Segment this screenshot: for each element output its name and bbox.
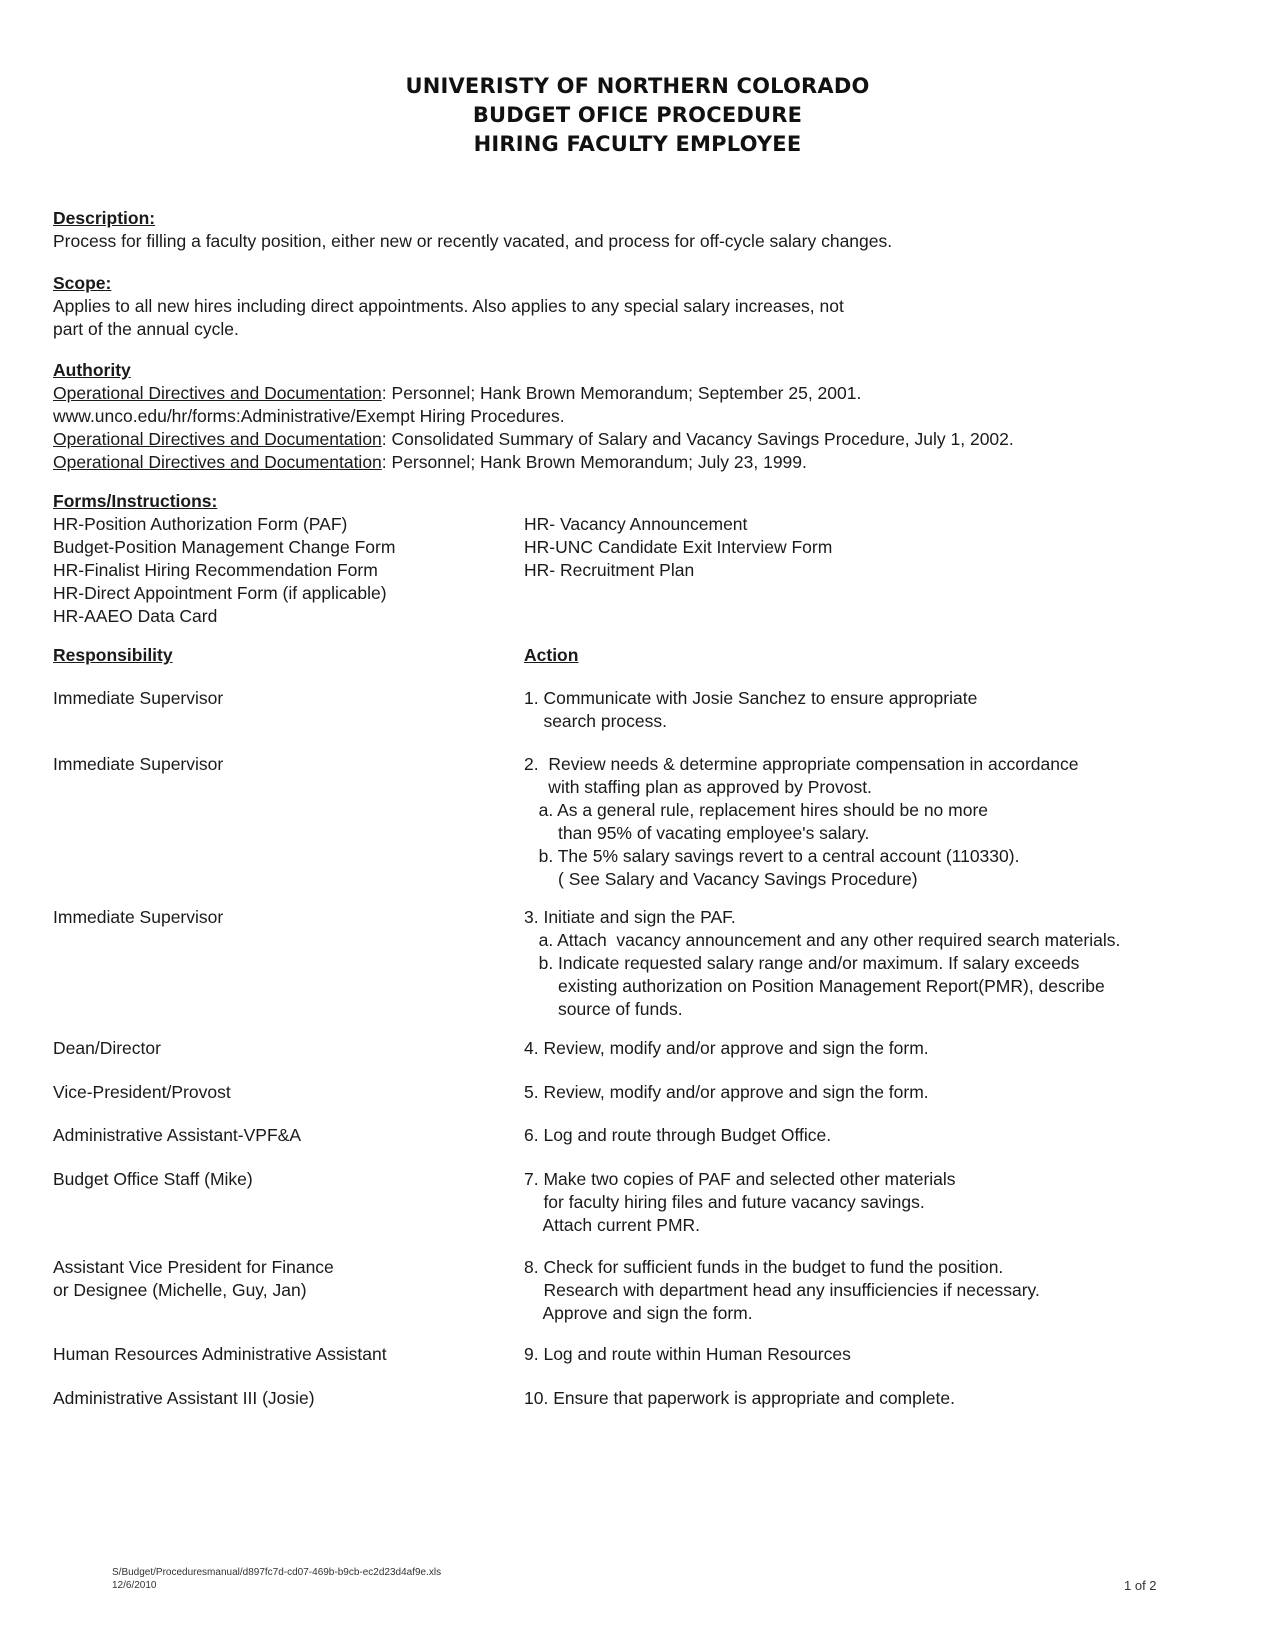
action-text: search process. — [524, 711, 667, 731]
action-text: 2. Review needs & determine appropriate compensation in accordance — [524, 754, 1079, 774]
footer-date: 12/6/2010 — [112, 1580, 157, 1591]
title-line-1: UNIVERISTY OF NORTHERN COLORADO — [405, 74, 870, 98]
forms-heading: Forms/Instructions: — [53, 491, 218, 511]
page-number: 1 of 2 — [1124, 1578, 1157, 1593]
responsibility-text: Budget Office Staff (Mike) — [53, 1169, 253, 1189]
authority-link: Operational Directives and Documentation — [53, 452, 382, 472]
action-text: than 95% of vacating employee's salary. — [524, 823, 870, 843]
action-text: 4. Review, modify and/or approve and sign the form. — [524, 1038, 929, 1058]
action-text: 3. Initiate and sign the PAF. — [524, 907, 736, 927]
action-text: existing authorization on Position Management Report(PMR), describe — [524, 976, 1105, 996]
action-cell — [524, 1124, 831, 1147]
action-header — [524, 644, 578, 667]
responsibility-text: Immediate Supervisor — [53, 754, 224, 774]
title-line-3: HIRING FACULTY EMPLOYEE — [473, 132, 802, 156]
action-text: b. The 5% salary savings revert to a central account (110330). — [524, 846, 1020, 866]
action-text: 7. Make two copies of PAF and selected other materials — [524, 1169, 956, 1189]
responsibility-text: Dean/Director — [53, 1038, 161, 1058]
responsibility-text: Administrative Assistant-VPF&A — [53, 1125, 301, 1145]
responsibility-cell — [53, 1124, 301, 1147]
action-cell — [524, 1168, 956, 1237]
responsibility-cell — [53, 687, 223, 710]
responsibility-cell — [53, 1387, 315, 1410]
responsibility-text: or Designee (Michelle, Guy, Jan) — [53, 1280, 307, 1300]
authority-text: : Personnel; Hank Brown Memorandum; July 23, 1999. — [381, 452, 807, 472]
authority-item — [53, 451, 1014, 474]
scope-section — [53, 272, 844, 341]
scope-text-line: part of the annual cycle. — [53, 319, 239, 339]
description-section — [53, 207, 892, 253]
action-cell — [524, 1081, 929, 1104]
action-cell — [524, 906, 1120, 1021]
responsibility-text: Administrative Assistant III (Josie) — [53, 1388, 315, 1408]
authority-item — [53, 428, 1014, 451]
form-item: HR-Direct Appointment Form (if applicable) — [53, 583, 387, 603]
responsibility-header-label: Responsibility — [53, 645, 173, 665]
responsibility-text: Human Resources Administrative Assistant — [53, 1344, 387, 1364]
action-text: 1. Communicate with Josie Sanchez to ensure appropriate — [524, 688, 978, 708]
action-header-label: Action — [524, 645, 579, 665]
responsibility-cell — [53, 1256, 334, 1302]
authority-link: Operational Directives and Documentation — [53, 383, 382, 403]
form-item: HR-AAEO Data Card — [53, 606, 218, 626]
action-text: for faculty hiring files and future vacancy savings. — [524, 1192, 925, 1212]
authority-link: Operational Directives and Documentation — [53, 429, 382, 449]
action-text: 6. Log and route through Budget Office. — [524, 1125, 832, 1145]
responsibility-text: Assistant Vice President for Finance — [53, 1257, 334, 1277]
responsibility-text: Vice-President/Provost — [53, 1082, 231, 1102]
authority-text: www.unco.edu/hr/forms:Administrative/Exempt Hiring Procedures. — [53, 406, 565, 426]
responsibility-header — [53, 644, 173, 667]
responsibility-cell — [53, 1037, 161, 1060]
action-text: ( See Salary and Vacancy Savings Procedure) — [524, 869, 918, 889]
title-line-2: BUDGET OFICE PROCEDURE — [472, 103, 803, 127]
action-text: source of funds. — [524, 999, 683, 1019]
form-item: HR-UNC Candidate Exit Interview Form — [524, 537, 833, 557]
form-item: Budget-Position Management Change Form — [53, 537, 396, 557]
form-item: HR- Vacancy Announcement — [524, 514, 748, 534]
responsibility-cell — [53, 1081, 231, 1104]
footer-path-text: S/Budget/Proceduresmanual/d897fc7d-cd07-469b-b9cb-ec2d23d4af9e.xls — [112, 1567, 442, 1578]
action-text: Attach current PMR. — [524, 1215, 701, 1235]
form-item: HR-Finalist Hiring Recommendation Form — [53, 560, 378, 580]
action-text: with staffing plan as approved by Provost. — [524, 777, 872, 797]
form-item: HR-Position Authorization Form (PAF) — [53, 514, 348, 534]
action-cell — [524, 1343, 851, 1366]
document-title — [0, 72, 1275, 159]
action-text: Research with department head any insufficiencies if necessary. — [524, 1280, 1040, 1300]
description-heading: Description: — [53, 208, 156, 228]
authority-text: : Consolidated Summary of Salary and Vacancy Savings Procedure, July 1, 2002. — [381, 429, 1014, 449]
authority-section — [53, 359, 1014, 474]
responsibility-cell — [53, 1343, 387, 1366]
action-text: 9. Log and route within Human Resources — [524, 1344, 851, 1364]
scope-heading: Scope: — [53, 273, 112, 293]
form-item: HR- Recruitment Plan — [524, 560, 695, 580]
scope-text-line: Applies to all new hires including direct appointments. Also applies to any special salary increases, not — [53, 296, 844, 316]
action-text: Approve and sign the form. — [524, 1303, 753, 1323]
responsibility-text: Immediate Supervisor — [53, 907, 224, 927]
authority-item — [53, 382, 1014, 405]
action-cell — [524, 1387, 955, 1410]
authority-heading: Authority — [53, 360, 131, 380]
action-cell — [524, 687, 977, 733]
action-text: a. Attach vacancy announcement and any other required search materials. — [524, 930, 1121, 950]
forms-left-column — [53, 490, 395, 628]
responsibility-text: Immediate Supervisor — [53, 688, 224, 708]
description-text: Process for filling a faculty position, either new or recently vacated, and process for off-cycle salary changes. — [53, 231, 893, 251]
action-cell — [524, 1256, 1040, 1325]
action-text: 8. Check for sufficient funds in the budget to fund the position. — [524, 1257, 1004, 1277]
action-cell — [524, 1037, 929, 1060]
authority-item — [53, 405, 1014, 428]
responsibility-cell — [53, 753, 223, 776]
action-cell — [524, 753, 1079, 891]
responsibility-cell — [53, 906, 223, 929]
authority-text: : Personnel; Hank Brown Memorandum; September 25, 2001. — [381, 383, 862, 403]
action-text: 5. Review, modify and/or approve and sign the form. — [524, 1082, 929, 1102]
action-text: b. Indicate requested salary range and/or maximum. If salary exceeds — [524, 953, 1080, 973]
action-text: a. As a general rule, replacement hires should be no more — [524, 800, 989, 820]
footer-file-path — [112, 1566, 441, 1592]
responsibility-cell — [53, 1168, 253, 1191]
forms-right-column — [524, 513, 832, 582]
action-text: 10. Ensure that paperwork is appropriate and complete. — [524, 1388, 955, 1408]
